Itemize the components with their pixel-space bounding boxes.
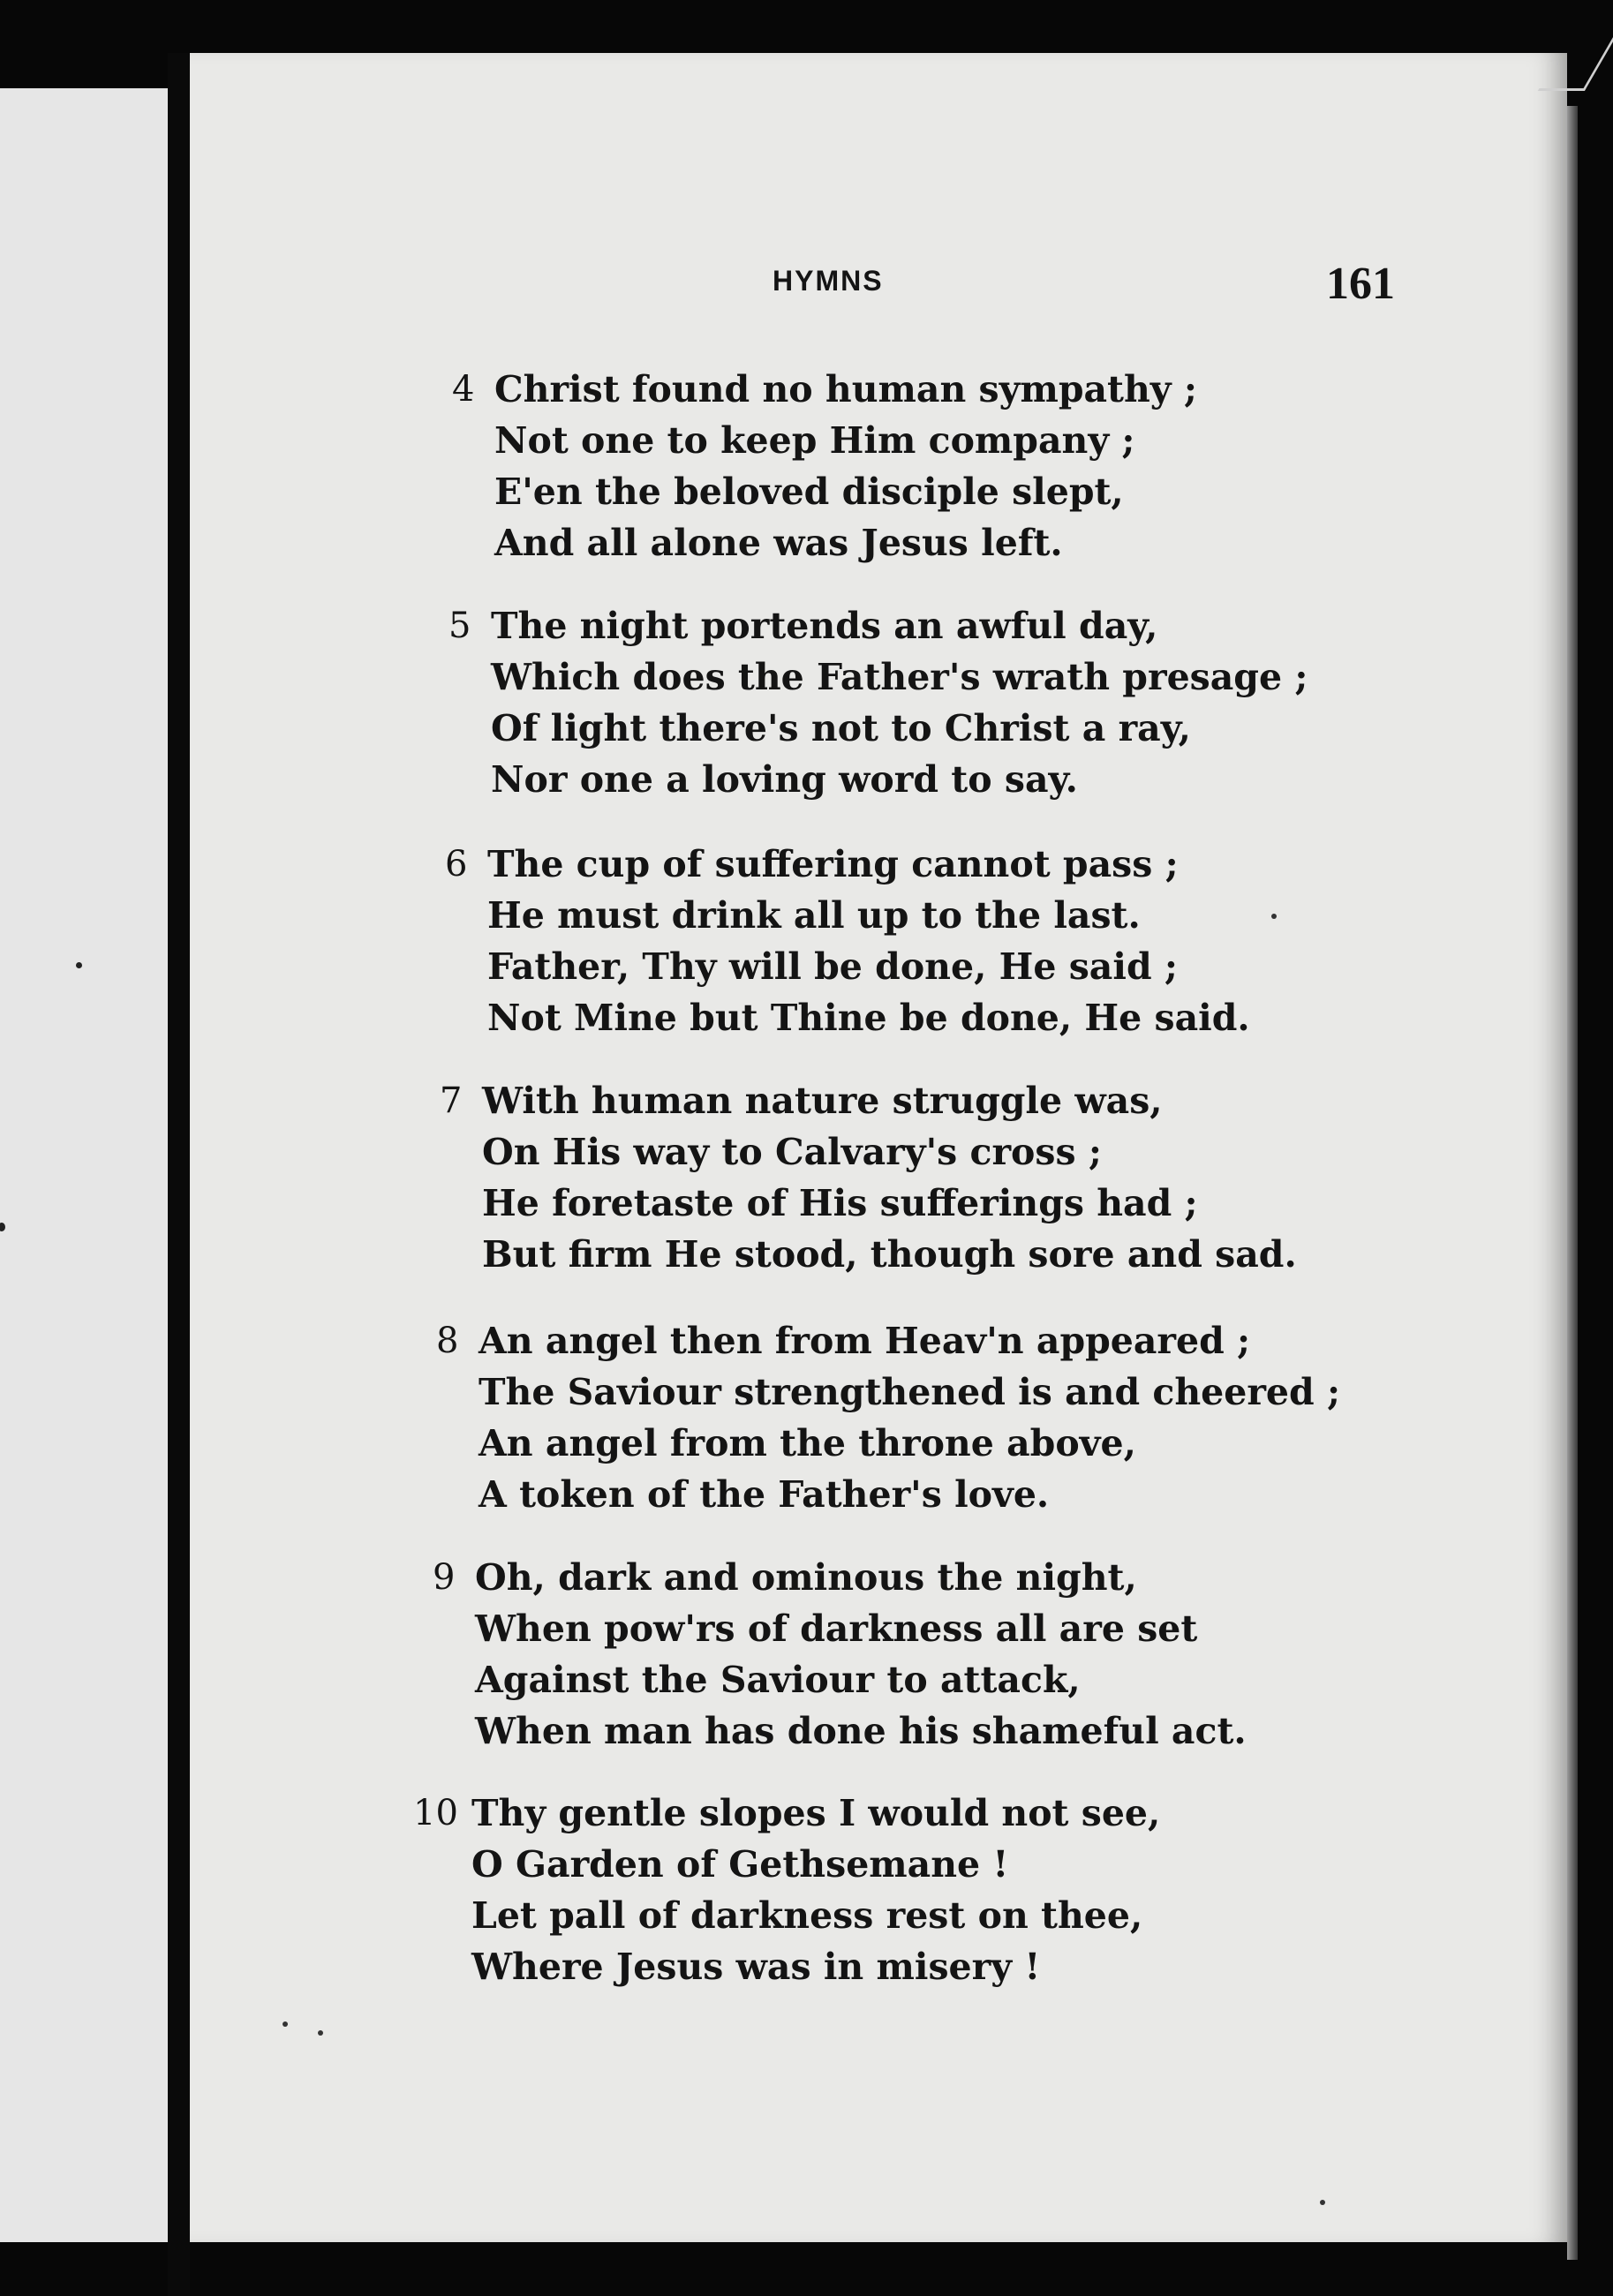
running-head: HYMNS	[773, 265, 884, 297]
ink-speck	[283, 2021, 288, 2027]
verse-line: When pow'rs of darkness all are set	[475, 1607, 1198, 1650]
verse-line: With human nature struggle was,	[482, 1080, 1163, 1122]
stanza	[440, 1075, 1297, 1280]
verse-line: Thy gentle slopes I would not see,	[471, 1792, 1161, 1834]
verse-line: When man has done his shameful act.	[475, 1710, 1247, 1752]
verse-line: Let pall of darkness rest on thee,	[471, 1894, 1143, 1937]
stanza	[448, 600, 1308, 805]
verse-line: Where Jesus was in misery !	[471, 1946, 1041, 1988]
verse-line: Not Mine but Thine be done, He said.	[487, 997, 1250, 1039]
stanza	[452, 364, 1198, 568]
stanza	[413, 1788, 1161, 1992]
ink-speck	[1271, 914, 1277, 919]
page-number: 161	[1326, 259, 1395, 309]
stanza-number: 10	[413, 1793, 458, 1833]
page-edge-shadow	[1567, 106, 1578, 2260]
stanza-number: 6	[445, 844, 468, 885]
verse-line: Of light there's not to Christ a ray,	[491, 707, 1191, 749]
stanza	[433, 1552, 1247, 1757]
stanza-number: 7	[440, 1080, 463, 1121]
verse-line: An angel then from Heav'n appeared ;	[479, 1320, 1251, 1362]
stanza	[436, 1315, 1341, 1520]
verse-line: The night portends an awful day,	[491, 605, 1158, 647]
verse-line: Oh, dark and ominous the night,	[475, 1556, 1137, 1599]
verse-line: He must drink all up to the last.	[487, 894, 1141, 937]
verse-line: The Saviour strengthened is and cheered ;	[479, 1371, 1341, 1413]
verse-line: An angel from the throne above,	[479, 1422, 1136, 1464]
stanza	[445, 839, 1250, 1043]
verse-line: But firm He stood, though sore and sad.	[482, 1233, 1297, 1276]
verse-line: E'en the beloved disciple slept,	[494, 470, 1124, 513]
ink-speck	[76, 962, 82, 968]
stanza-number: 5	[448, 606, 471, 646]
verse-line: Nor one a loving word to say.	[491, 758, 1078, 801]
verse-line: Christ found no human sympathy ;	[494, 368, 1198, 410]
verse-line: Which does the Father's wrath presage ;	[491, 656, 1308, 698]
book-gutter	[168, 53, 190, 2296]
verse-line: O Garden of Gethsemane !	[471, 1843, 1009, 1886]
verse-line: On His way to Calvary's cross ;	[482, 1131, 1102, 1173]
verse-line: He foretaste of His sufferings had ;	[482, 1182, 1198, 1224]
ink-speck	[1320, 2200, 1325, 2205]
facing-page-edge	[0, 88, 168, 2242]
verse-line: The cup of suffering cannot pass ;	[487, 843, 1179, 885]
verse-line: And all alone was Jesus left.	[494, 522, 1063, 564]
stanza-number: 8	[436, 1321, 459, 1361]
verse-line: Against the Saviour to attack,	[475, 1659, 1081, 1701]
verse-line: A token of the Father's love.	[479, 1473, 1050, 1516]
verse-line: Not one to keep Him company ;	[494, 419, 1135, 462]
ink-speck	[0, 1223, 5, 1231]
ink-speck	[318, 2030, 323, 2036]
stanza-number: 4	[452, 369, 475, 410]
stanza-number: 9	[433, 1557, 456, 1598]
verse-line: Father, Thy will be done, He said ;	[487, 945, 1179, 988]
